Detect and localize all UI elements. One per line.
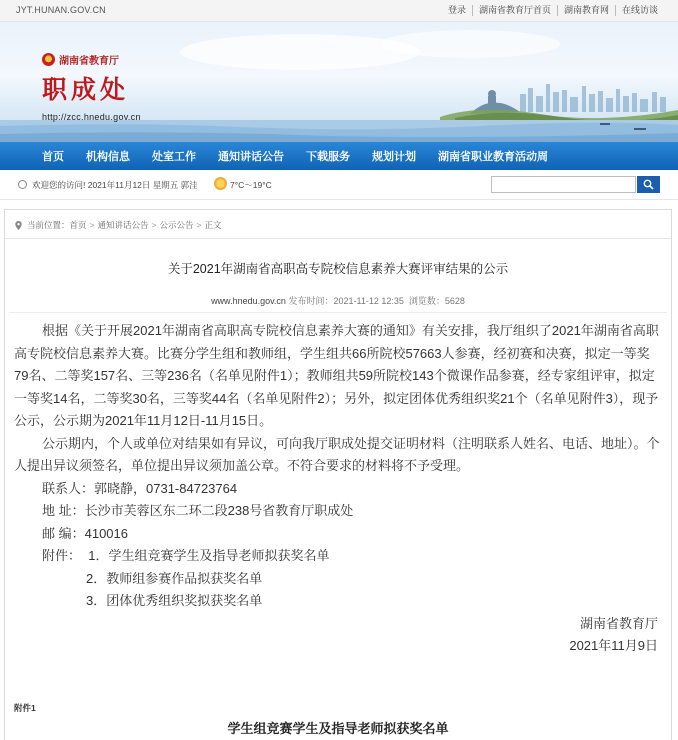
breadcrumb-notices[interactable]: 通知讲话公告 [97,220,149,230]
divider [5,238,671,239]
clock-icon [18,180,27,189]
nav-item-office-work[interactable]: 处室工作 [152,151,196,163]
info-bar [0,170,678,200]
breadcrumb-current: 正文 [204,220,222,230]
nav-item-downloads[interactable]: 下载服务 [306,151,350,163]
article-title: 关于2021年湖南省高职高专院校信息素养大赛评审结果的公示 [167,262,509,276]
search-icon [643,179,654,190]
site-url: http://zcc.hnedu.gov.cn [42,112,141,122]
nav-item-home[interactable]: 首页 [42,151,64,163]
search-button[interactable] [637,176,660,193]
breadcrumb-home[interactable]: 首页 [69,220,87,230]
online-interview-link[interactable]: 在线访谈 [615,5,664,16]
address-line: 地 址：长沙市芙蓉区东二环二段238号省教育厅职成处 [42,503,354,518]
signature-date: 2021年11月9日 [569,638,658,653]
nav-item-vocational-week[interactable]: 湖南省职业教育活动周 [438,151,548,163]
article-source[interactable]: www.hnedu.gov.cn [211,296,286,306]
nav-item-notices[interactable]: 通知讲话公告 [218,151,284,163]
appendix-label: 附件1 [14,703,36,713]
national-emblem-icon [42,53,55,66]
article-date: 发布时间：2021-11-12 12:35 [288,296,404,306]
site-logo[interactable] [42,52,141,122]
login-link[interactable]: 登录 [447,5,466,15]
org-name: 湖南省教育厅 [59,56,119,67]
site-domain: JYT.HUNAN.GOV.CN [16,5,106,15]
postcode-line: 邮 编：410016 [42,525,128,541]
article-body [14,320,664,658]
location-pin-icon [15,221,22,230]
welcome-text: 欢迎您的访问! 2021年11月12日 星期五 郭洼 [32,180,198,190]
weather-sun-icon [214,177,227,190]
contact-line: 联系人：郭晓静，0731-84723764 [42,480,238,496]
temperature-text: 7°C～19°C [230,180,272,190]
divider [9,312,667,313]
search-input[interactable] [491,176,636,193]
paragraph-2: 公示期内，个人或单位对结果如有异议，可向我厅职成处提交证明材料（注明联系人姓名、电话、地址）。个人提出异议须签名，单位提出异议须加盖公章。不符合要求的材料将不予受理。 [14,435,660,473]
attachments-label: 附件： [42,548,82,563]
top-utility-bar [0,0,678,22]
attachment-item-1 [14,545,664,568]
main-nav [0,142,678,170]
article-views: 浏览数：5628 [408,296,465,306]
paragraph-1: 根据《关于开展2021年湖南省高职高专院校信息素养大赛的通知》有关安排，我厅组织了2021年湖南省高职高专院校信息素养大赛。比赛分学生组和教师组，学生组共66所院校57663人参赛，经初赛和决赛，拟定一等奖79名、二等奖157名、三等236名（名单见附件1）；教师组共59所院校143个微课作品参赛，经专家组评审，拟定一等奖14名，二等奖30名，三等奖44名（名单见附件2）；另外，拟定团体优秀组织奖21个（名单见附件3），现予公示，公示期为2021年11月12日-11月15日。 [14,323,659,428]
hunan-edu-net-link[interactable]: 湖南教育网 [557,5,615,16]
attachment-1-text[interactable]: 1．学生组竞赛学生及指导老师拟获奖名单 [88,548,330,563]
breadcrumb-label: 当前位置： [27,220,70,230]
attachment-item-3[interactable]: 3．团体优秀组织奖拟获奖名单 [86,593,263,608]
breadcrumb-announcements[interactable]: 公示公告 [159,220,194,230]
nav-item-plans[interactable]: 规划计划 [372,151,416,163]
site-title: 职成处 [42,75,130,104]
article-meta [5,294,671,307]
nav-item-institution-info[interactable]: 机构信息 [86,151,130,163]
site-banner [0,22,678,142]
breadcrumb: 当前位置： 首页 > 通知讲话公告 > 公示公告 > 正文 [15,219,221,231]
signature: 湖南省教育厅 [579,615,658,631]
attachment-item-2[interactable]: 2．教师组参赛作品拟获奖名单 [86,570,263,586]
top-links [442,5,664,16]
edu-dept-home-link[interactable]: 湖南省教育厅首页 [472,5,557,16]
article-panel [4,209,672,740]
appendix-title: 学生组竞赛学生及指导老师拟获奖名单 [227,721,449,736]
